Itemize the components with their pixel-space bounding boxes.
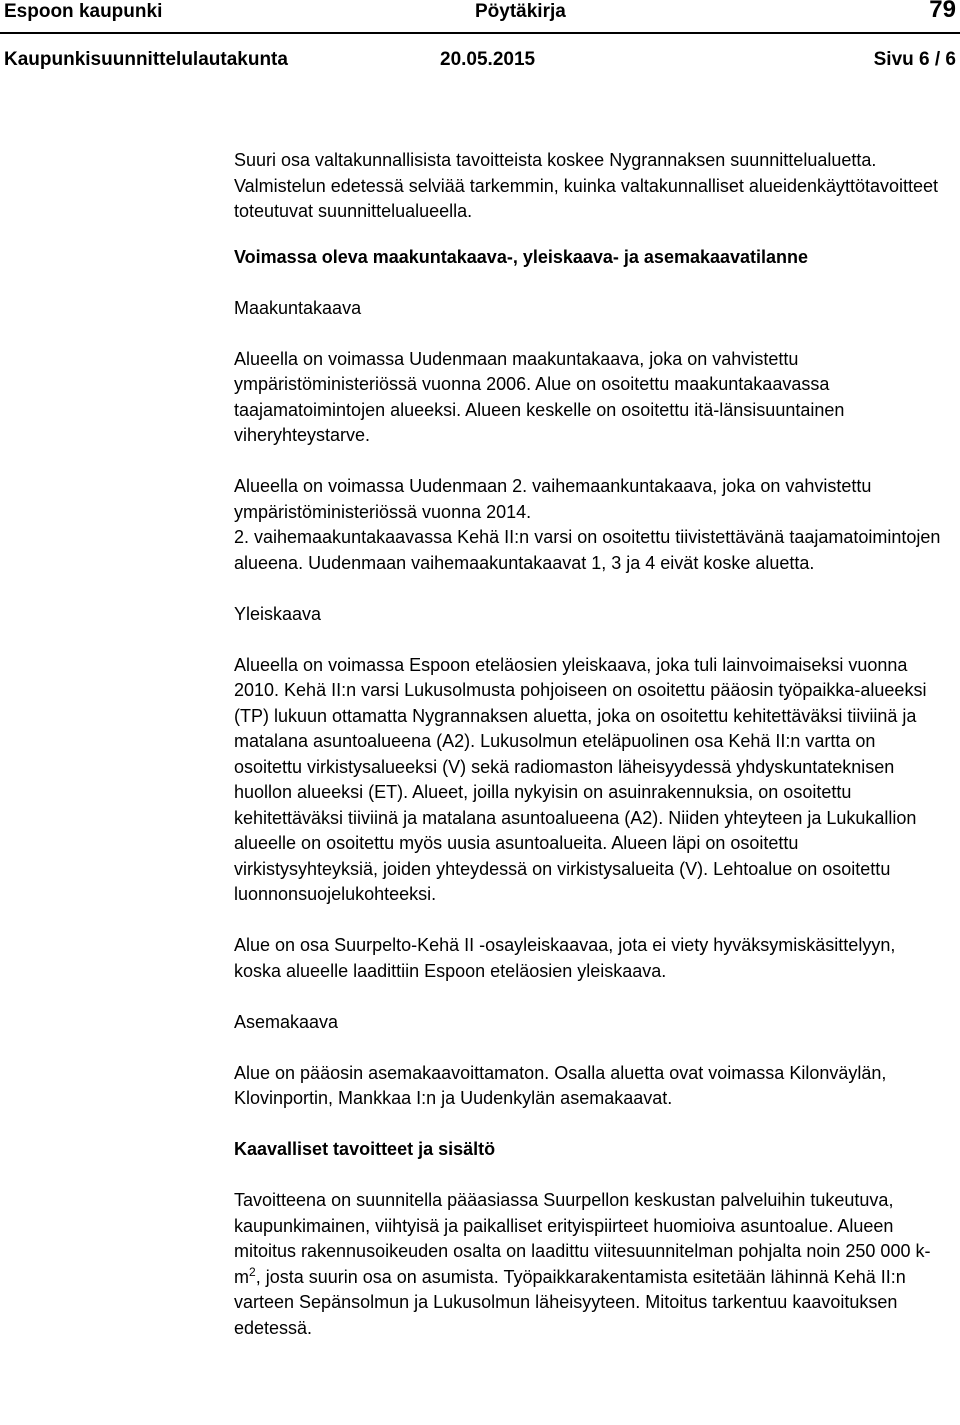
paragraph-intro: Suuri osa valtakunnallisista tavoitteista koskee Nygrannaksen suunnittelualuetta. Valmistelun edetessä selviää tarkemmin, kuinka valtakunnalliset alueidenkäyttötavoitteet toteutuvat suunnittelualueella. [234, 150, 939, 221]
paragraph-yleiskaava-1: Alueella on voimassa Espoon eteläosien yleiskaava, joka tuli lainvoimaiseksi vuonna 2010. Kehä II:n varsi Lukusolmusta pohjoiseen on osoitettu pääosin työpaikka-alueeksi (TP) lukuun ottamatta Nygrannaksen aluetta, joka on osoitettu kehitettäväksi tiiviinä ja matalana asuntoalueena (A2). Lukusolmun eteläpuolinen osa Kehä II:n vartta on osoitettu virkistysalueeksi (V) sekä radiomaston läheisyydessä yhdyskuntateknisen huollon alueeksi (ET). Alueet, joilla nykyisin on asuinrakennuksia, on osoitettu kehitettäväksi tiiviinä ja matalana asuntoalueena (A2). Niiden yhteyteen ja Lukukallion alueelle on osoitettu myös uusia asuntoalueita. Alueen läpi on osoitettu virkistysyhteyksiä, joiden yhteydessä on virkistysalueita (V). Lehtoalue on osoitettu luonnonsuojelukohteeksi. [234, 654, 927, 904]
paragraph-asemakaava: Alue on pääosin asemakaavoittamaton. Osalla aluetta ovat voimassa Kilonväylän, Klovinportin, Mankkaa I:n ja Uudenkylän asemakaavat. [234, 1062, 887, 1108]
document-body [234, 148, 944, 1341]
heading-yleiskaava: Yleiskaava [234, 603, 322, 624]
goals-text-part-1: Tavoitteena on suunnitella pääasiassa Suurpellon keskustan palveluihin tukeutuva, kaupunkimainen, viihtyisä ja paikalliset erityispiirteet huomioiva asuntoalue. Alueen mitoitus rakennusoikeuden osalta on laadittu viitesuunnitelman pohjalta noin 250 000 k-m [234, 1190, 931, 1287]
heading-asemakaava: Asemakaava [234, 1011, 339, 1032]
page-indicator: Sivu 6 / 6 [873, 49, 956, 70]
heading-goals: Kaavalliset tavoitteet ja sisältö [234, 1139, 496, 1159]
superscript-2: 2 [249, 1264, 256, 1279]
heading-maakuntakaava: Maakuntakaava [234, 297, 362, 318]
header-rule [0, 32, 960, 34]
goals-text-part-2: , josta suurin osa on asumista. Työpaikkarakentamista esitetään lähinnä Kehä II:n varteen Sepänsolmun ja Lukusolmun läheisyyteen. Mitoitus tarkentuu kaavoituksen edetessä. [234, 1266, 906, 1338]
paragraph-goals [234, 1188, 944, 1341]
heading-current-plans: Voimassa oleva maakuntakaava-, yleiskaava- ja asemakaavatilanne [234, 246, 809, 267]
doc-type: Pöytäkirja [475, 1, 566, 22]
minutes-number: 79 [929, 0, 956, 23]
board-name: Kaupunkisuunnittelulautakunta [4, 49, 288, 70]
paragraph-maakuntakaava-2b: 2. vaihemaakuntakaavassa Kehä II:n varsi on osoitettu tiivistettävänä taajamatoimintojen alueena. Uudenmaan vaihemaakuntakaavat 1, 3 ja 4 eivät koske aluetta. [234, 527, 941, 573]
paragraph-yleiskaava-2: Alue on osa Suurpelto-Kehä II -osayleiskaavaa, jota ei viety hyväksymiskäsittelyyn, koska alueelle laadittiin Espoon eteläosien yleiskaava. [234, 935, 896, 981]
paragraph-maakuntakaava-1: Alueella on voimassa Uudenmaan maakuntakaava, joka on vahvistettu ympäristöministeriössä vuonna 2006. Alue on osoitettu maakuntakaavassa taajamatoimintojen alueeksi. Alueen keskelle on osoitettu itä-länsisuuntainen viheryhteystarve. [234, 348, 845, 445]
org-name: Espoon kaupunki [4, 1, 163, 22]
paragraph-maakuntakaava-2a: Alueella on voimassa Uudenmaan 2. vaihemaankuntakaava, joka on vahvistettu ympäristöministeriössä vuonna 2014. [234, 476, 872, 522]
meeting-date: 20.05.2015 [440, 49, 536, 70]
